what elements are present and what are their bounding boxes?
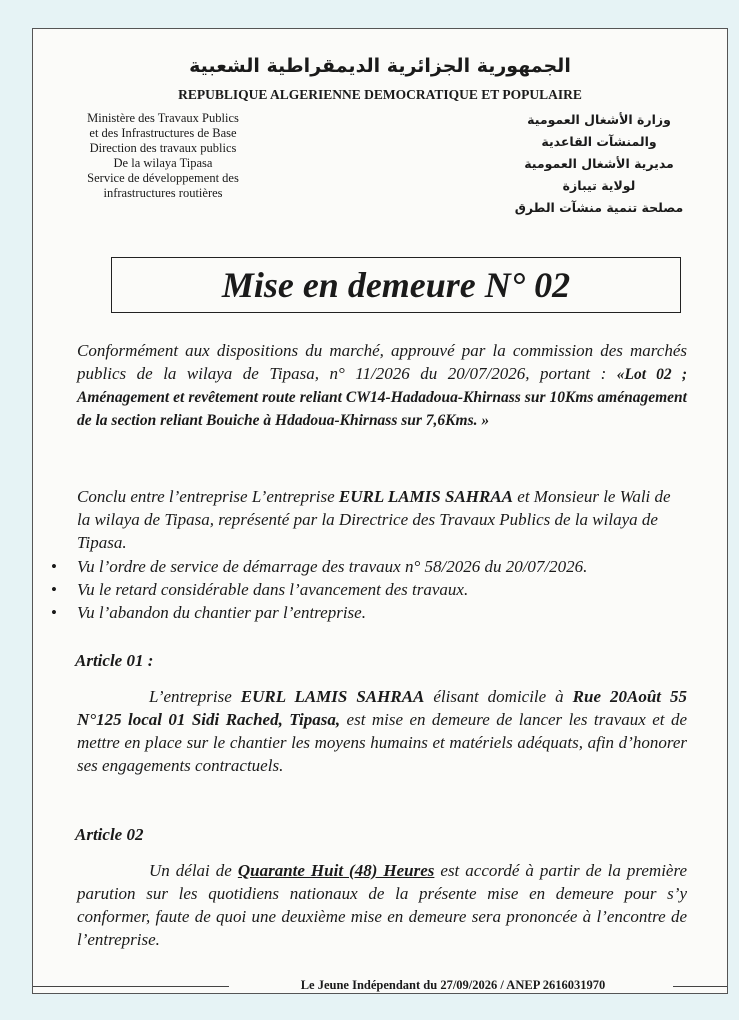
ministry-line-ar: وزارة الأشغال العمومية [527, 112, 671, 127]
conclu-text: et Monsieur le Wali de la wilaya de Tipasa, représenté par la Directrice des Travaux Publics de la wilaya de Tipasa. [77, 487, 671, 552]
delay-duration: Quarante Huit (48) Heures [237, 861, 435, 880]
conclu-paragraph [77, 485, 687, 554]
article-01-body [77, 685, 687, 777]
ministry-block-arabic [489, 109, 709, 219]
ministry-line: Ministère des Travaux Publics [87, 111, 239, 125]
ministry-line: Service de développement des [87, 171, 239, 185]
article-01-heading: Article 01 : [75, 651, 154, 670]
company-name: EURL LAMIS SAHRAA [338, 487, 514, 506]
publication-footer: Le Jeune Indépendant du 27/09/2026 / ANEP 2616031970 [300, 978, 606, 992]
intro-text: Conformément aux dispositions du marché, approuvé par la commission des marchés publics de la wilaya de Tipasa, n° 11/2026 du 20/07/2026, portant : [77, 341, 687, 383]
intro-paragraph [77, 339, 687, 431]
article-02-body [77, 859, 687, 951]
list-item: • Vu le retard considérable dans l’avancement des travaux. [51, 578, 739, 601]
footer-rule-right [673, 986, 727, 987]
ministry-line-ar: مصلحة تنمية منشآت الطرق [514, 200, 684, 215]
ministry-line-ar: مديرية الأشغال العمومية [524, 156, 674, 171]
ministry-line: Direction des travaux publics [89, 141, 237, 155]
document-title: Mise en demeure N° 02 [111, 257, 681, 313]
company-address: Rue 20Août 55 N°125 local 01 Sidi Rached, Tipasa, [77, 687, 687, 729]
considerations-list [51, 555, 739, 624]
ministry-line-ar: والمنشآت القاعدية [541, 134, 657, 149]
footer-rule-left [33, 986, 229, 987]
article-text: élisant domicile à [424, 687, 573, 706]
conclu-text: Conclu entre l’entreprise L’entreprise [77, 487, 339, 506]
article-02-heading: Article 02 [75, 825, 144, 844]
article-text: est mise en demeure de lancer les travaux et de mettre en place sur le chantier les moyens humains et matériels adéquats, afin d’honorer ses engagements contractuels. [77, 710, 688, 775]
list-item: • Vu l’ordre de service de démarrage des travaux n° 58/2026 du 20/07/2026. [51, 555, 739, 578]
article-text: L’entreprise [149, 687, 241, 706]
contract-object: «Lot 02 ; Aménagement et revêtement route reliant CW14-Hadadoua-Khirnass sur 10Kms aménagement de la section reliant Bouiche à Hdadoua-Khirnass sur 7,6Kms. » [77, 366, 687, 429]
ministry-line: infrastructures routières [103, 186, 223, 200]
french-republic-header: REPUBLIQUE ALGERIENNE DEMOCRATIQUE ET POPULAIRE [178, 87, 582, 102]
article-text: est accordé à partir de la première parution sur les quotidiens nationaux de la présente mise en demeure pour s’y conformer, faute de quoi une deuxième mise en demeure sera prononcée à l’encontre de l’entreprise. [77, 861, 687, 949]
ministry-line: et des Infrastructures de Base [89, 126, 237, 140]
document-page [32, 28, 728, 994]
company-name: EURL LAMIS SAHRAA [240, 687, 425, 706]
ministry-block-french [53, 111, 273, 201]
arabic-republic-header: الجمهورية الجزائرية الديمقراطية الشعبية [189, 55, 571, 77]
ministry-line: De la wilaya Tipasa [113, 156, 213, 170]
ministry-line-ar: لولاية تيبازة [562, 178, 636, 193]
article-text: Un délai de [149, 861, 238, 880]
list-item: • Vu l’abandon du chantier par l’entreprise. [51, 601, 739, 624]
